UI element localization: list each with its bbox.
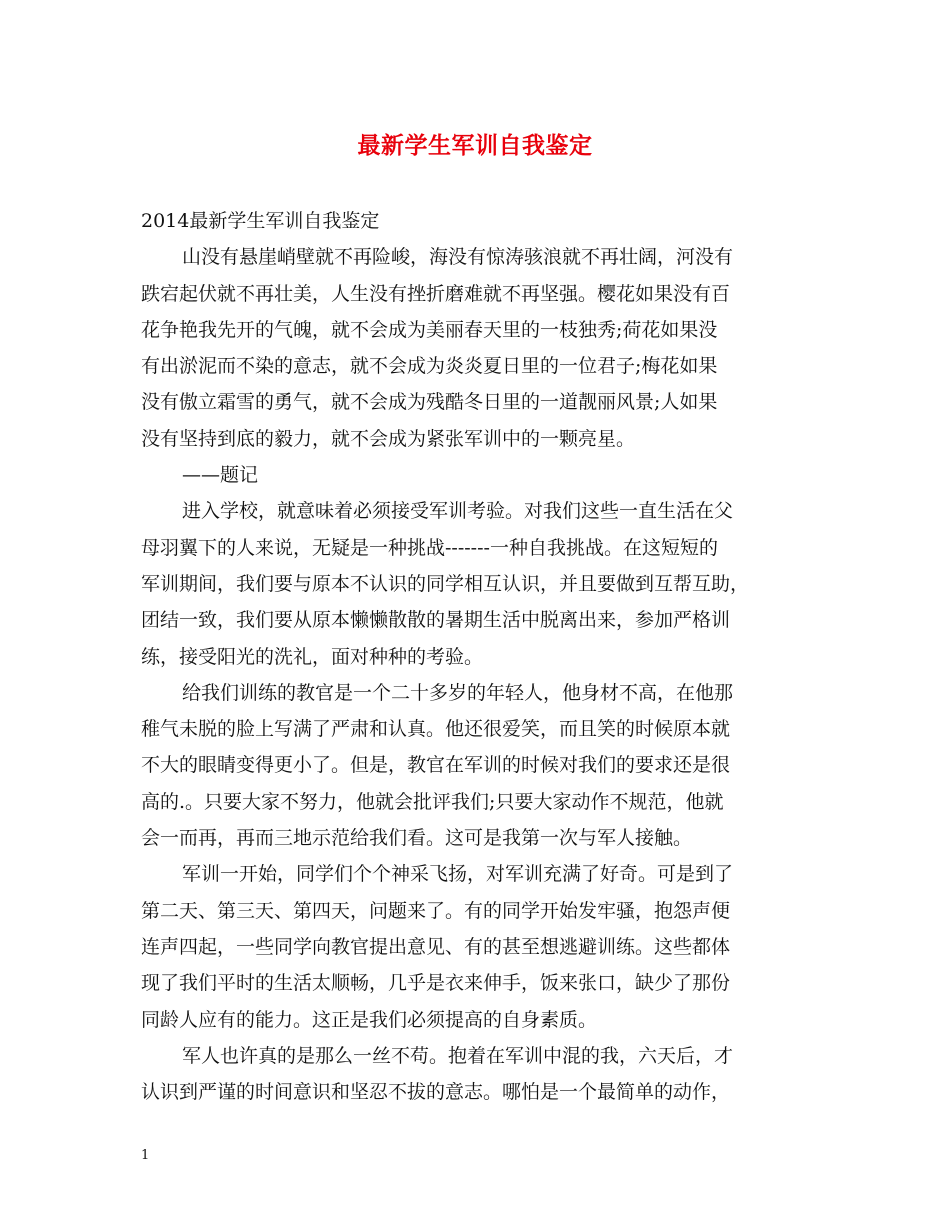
document-body bbox=[141, 203, 821, 1110]
text-line: 有出淤泥而不染的意志，就不会成为炎炎夏日里的一位君子;梅花如果 bbox=[141, 355, 718, 378]
text-line: 军人也许真的是那么一丝不苟。抱着在军训中混的我，六天后，才 bbox=[182, 1044, 734, 1067]
text-line: 高的.。只要大家不努力，他就会批评我们;只要大家动作不规范，他就 bbox=[141, 790, 724, 813]
text-line: 同龄人应有的能力。这正是我们必须提高的自身素质。 bbox=[141, 1008, 598, 1031]
text-line: 跌宕起伏就不再壮美，人生没有挫折磨难就不再坚强。樱花如果没有百 bbox=[141, 282, 731, 305]
text-line: 不大的眼睛变得更小了。但是，教官在军训的时候对我们的要求还是很 bbox=[141, 754, 731, 777]
text-line: 稚气未脱的脸上写满了严肃和认真。他还很爱笑，而且笑的时候原本就 bbox=[141, 718, 731, 741]
text-line: 军训期间，我们要与原本不认识的同学相互认识，并且要做到互帮互助， bbox=[141, 572, 750, 595]
text-line: 现了我们平时的生活太顺畅，几乎是衣来伸手，饭来张口，缺少了那份 bbox=[141, 972, 731, 995]
text-line: 第二天、第三天、第四天，问题来了。有的同学开始发牢骚，抱怨声便 bbox=[141, 899, 731, 922]
text-line: 2014最新学生军训自我鉴定 bbox=[141, 210, 380, 232]
text-line: 花争艳我先开的气魄，就不会成为美丽春天里的一枝独秀;荷花如果没 bbox=[141, 318, 718, 341]
text-line: 给我们训练的教官是一个二十多岁的年轻人，他身材不高，在他那 bbox=[182, 681, 734, 704]
text-line: 认识到严谨的时间意识和坚忍不拔的意志。哪怕是一个最简单的动作， bbox=[141, 1081, 731, 1104]
text-line: 没有傲立霜雪的勇气，就不会成为残酷冬日里的一道靓丽风景;人如果 bbox=[141, 391, 718, 414]
text-line: 团结一致，我们要从原本懒懒散散的暑期生活中脱离出来，参加严格训 bbox=[141, 609, 731, 632]
text-line: 军训一开始，同学们个个神采飞扬，对军训充满了好奇。可是到了 bbox=[182, 863, 734, 886]
text-line: 会一而再，再而三地示范给我们看。这可是我第一次与军人接触。 bbox=[141, 827, 693, 850]
text-line: 没有坚持到底的毅力，就不会成为紧张军训中的一颗亮星。 bbox=[141, 427, 636, 450]
text-line: 进入学校，就意味着必须接受军训考验。对我们这些一直生活在父 bbox=[182, 500, 734, 523]
text-line: 连声四起，一些同学向教官提出意见、有的甚至想逃避训练。这些都体 bbox=[141, 935, 731, 958]
document-title: 最新学生军训自我鉴定 bbox=[357, 132, 593, 159]
text-line: ——题记 bbox=[182, 464, 259, 487]
text-line: 母羽翼下的人来说，无疑是一种挑战-------一种自我挑战。在这短短的 bbox=[141, 536, 718, 559]
text-line: 山没有悬崖峭壁就不再险峻，海没有惊涛骇浪就不再壮阔，河没有 bbox=[182, 246, 734, 269]
page-number: 1 bbox=[141, 1148, 150, 1163]
text-line: 练，接受阳光的洗礼，面对种种的考验。 bbox=[141, 645, 484, 668]
